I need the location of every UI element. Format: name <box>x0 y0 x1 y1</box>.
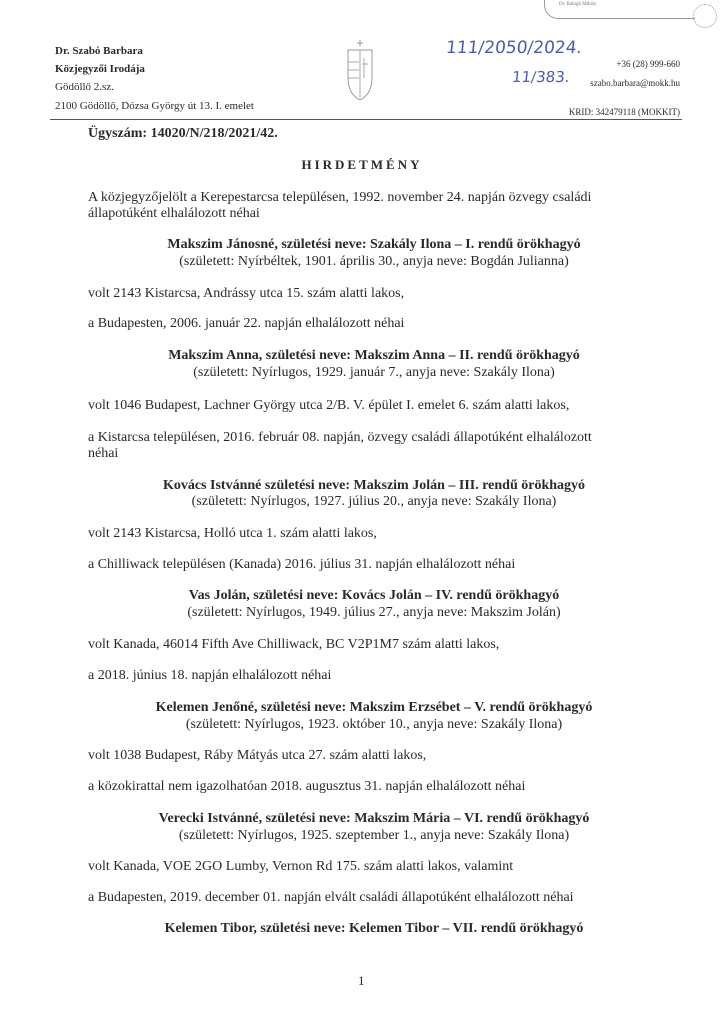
header-divider <box>50 119 682 120</box>
testator-5-name: Kelemen Jenőné, születési neve: Makszim Erzsébet – V. rendű örökhagyó <box>155 700 593 715</box>
testator-2-name: Makszim Anna, születési neve: Makszim Anna – II. rendű örökhagyó <box>168 348 580 363</box>
testator-4-name: Vas Jolán, születési neve: Kovács Jolán – IV. rendű örökhagyó <box>188 588 560 603</box>
testator-1-address: volt 2143 Kistarcsa, Andrássy utca 15. szám alatti lakos, <box>88 286 405 301</box>
testator-7-name: Kelemen Tibor, születési neve: Kelemen Tibor – VII. rendű örökhagyó <box>164 921 584 936</box>
testator-3-name: Kovács Istvánné születési neve: Makszim Jolán – III. rendű örökhagyó <box>162 478 586 493</box>
testator-2-address: volt 1046 Budapest, Lachner György utca 2/B. V. épület I. emelet 6. szám alatti lakos, <box>88 398 570 413</box>
testator-7-death: a Budapesten, 2019. december 01. napján elvált családi állapotúként elhalálozott néhai <box>88 890 574 905</box>
testator-6-name: Verecki Istvánné, születési neve: Makszim Mária – VI. rendű örökhagyó <box>158 811 590 826</box>
document-title: HIRDETMÉNY <box>301 157 423 172</box>
coat-of-arms-icon <box>344 38 376 102</box>
intro-line-1: A közjegyzőjelölt a Kerepestarcsa településen, 1992. november 24. napján özvegy családi <box>88 190 592 205</box>
office-name: Közjegyzői Irodája <box>55 63 145 75</box>
testator-3-address: volt 2143 Kistarcsa, Holló utca 1. szám alatti lakos, <box>88 526 377 541</box>
krid: KRID: 342479118 (MOKKIT) <box>568 107 680 117</box>
office-address: 2100 Gödöllő, Dózsa György út 13. I. emelet <box>55 100 254 112</box>
email: szabo.barbara@mokk.hu <box>590 78 680 88</box>
testator-6-death: a közokirattal nem igazolhatóan 2018. augusztus 31. napján elhalálozott néhai <box>88 779 526 794</box>
testator-4-death: a Chilliwack településen (Kanada) 2016. július 31. napján elhalálozott néhai <box>88 557 516 572</box>
received-stamp <box>544 0 695 19</box>
stamp-text: Dr. Balogh Mihály <box>559 2 597 7</box>
testator-3-death-1: a Kistarcsa településen, 2016. február 08. napján, özvegy családi állapotúként elhalálozott <box>88 430 592 445</box>
testator-5-address: volt 1038 Budapest, Ráby Mátyás utca 27. szám alatti lakos, <box>88 748 427 763</box>
handwritten-registry-number: 111/2050/2024. <box>444 38 583 58</box>
testator-2-death: a Budapesten, 2006. január 22. napján elhalálozott néhai <box>88 316 405 331</box>
testator-5-birth: (született: Nyírlugos, 1923. október 10., anyja neve: Szakály Ilona) <box>185 717 563 732</box>
testator-5-death: a 2018. június 18. napján elhalálozott néhai <box>88 668 332 683</box>
phone: +36 (28) 999-660 <box>616 59 680 69</box>
notary-name: Dr. Szabó Barbara <box>55 45 143 57</box>
testator-4-address: volt Kanada, 46014 Fifth Ave Chilliwack, BC V2P1M7 szám alatti lakos, <box>88 637 500 652</box>
testator-3-birth: (született: Nyírlugos, 1927. július 20., anyja neve: Szakály Ilona) <box>191 494 557 509</box>
case-number: Ügyszám: 14020/N/218/2021/42. <box>88 126 278 141</box>
seal-mark-icon <box>693 4 717 28</box>
testator-6-birth: (született: Nyírlugos, 1925. szeptember 1., anyja neve: Szakály Ilona) <box>178 828 570 843</box>
handwritten-sub-number: 11/383. <box>511 68 571 86</box>
testator-1-birth: (született: Nyírbéltek, 1901. április 30., anyja neve: Bogdán Julianna) <box>179 254 569 269</box>
testator-6-address: volt Kanada, VOE 2GO Lumby, Vernon Rd 175. szám alatti lakos, valamint <box>88 859 514 874</box>
intro-line-2: állapotúként elhalálozott néhai <box>88 206 260 221</box>
testator-1-name: Makszim Jánosné, születési neve: Szakály Ilona – I. rendű örökhagyó <box>167 237 581 252</box>
office-seat: Gödöllő 2.sz. <box>55 81 114 93</box>
page-number: 1 <box>358 973 365 988</box>
testator-4-birth: (született: Nyírlugos, 1949. július 27., anyja neve: Makszim Jolán) <box>187 605 561 620</box>
testator-2-birth: (született: Nyírlugos, 1929. január 7., anyja neve: Szakály Ilona) <box>193 365 555 380</box>
testator-3-death-2: néhai <box>88 446 119 461</box>
